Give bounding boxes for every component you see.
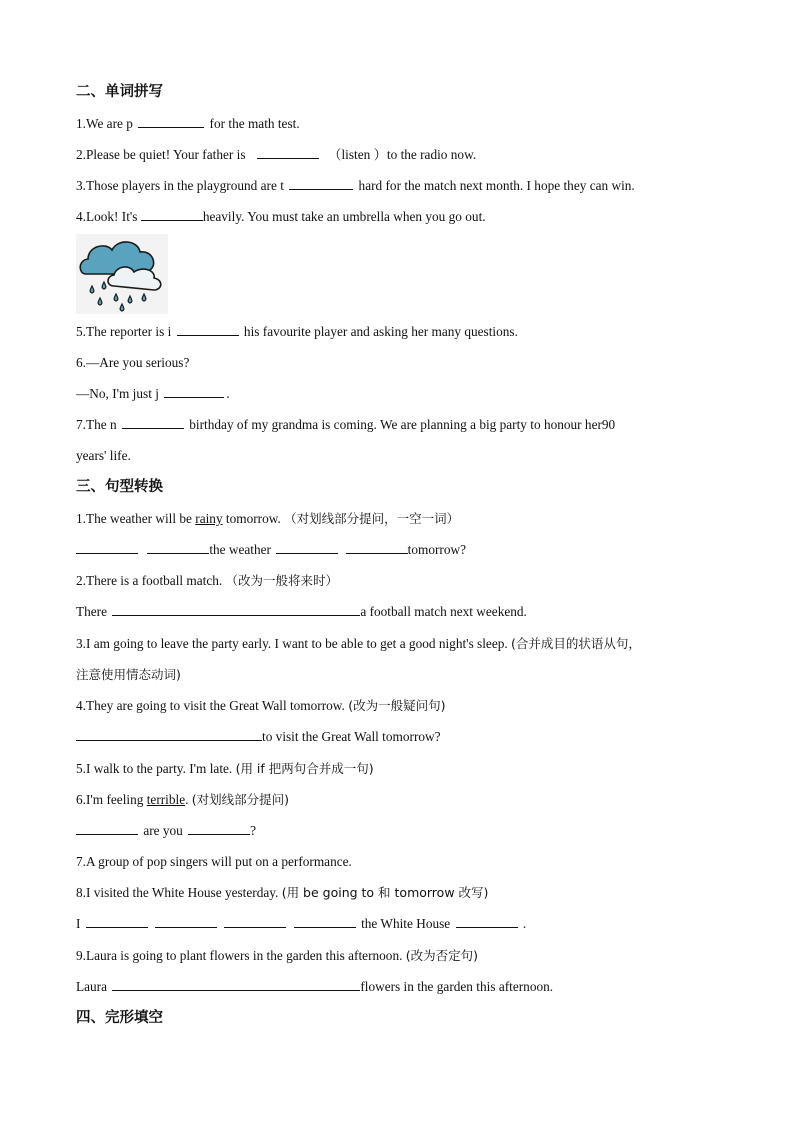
spelling-q6-answer: —No, I'm just j .: [76, 386, 230, 401]
spelling-q1: 1.We are p for the math test.: [76, 116, 300, 131]
answer-blank[interactable]: [86, 915, 148, 928]
transform-q9: 9.Laura is going to plant flowers in the garden this afternoon. (改为否定句): [76, 948, 479, 963]
answer-blank[interactable]: [257, 146, 319, 159]
answer-blank[interactable]: [141, 208, 203, 221]
answer-blank[interactable]: [147, 541, 209, 554]
answer-blank[interactable]: [76, 822, 138, 835]
answer-blank[interactable]: [224, 915, 286, 928]
answer-blank[interactable]: [112, 978, 360, 991]
transform-q7: 7.A group of pop singers will put on a performance.: [76, 854, 352, 869]
answer-blank[interactable]: [346, 541, 408, 554]
spelling-q6-question: 6.—Are you serious?: [76, 355, 190, 370]
transform-q2-answer: There a football match next weekend.: [76, 604, 527, 619]
answer-blank[interactable]: [138, 115, 204, 128]
spelling-q2: 2.Please be quiet! Your father is （listen ）to the radio now.: [76, 147, 477, 162]
spelling-q5: 5.The reporter is i his favourite player and asking her many questions.: [76, 324, 518, 339]
section-heading-cloze: 四、完形填空: [76, 1010, 163, 1026]
transform-q1-answer: the weather tomorrow?: [76, 541, 734, 559]
spelling-q3: 3.Those players in the playground are t hard for the match next month. I hope they can win.: [76, 178, 635, 193]
spelling-q7-cont: years' life.: [76, 448, 131, 463]
answer-blank[interactable]: [456, 915, 518, 928]
transform-q3: 3.I am going to leave the party early. I want to be able to get a good night's sleep. (合并成目的状语从句，: [76, 636, 641, 651]
transform-q9-answer: Laura flowers in the garden this afternoon.: [76, 979, 554, 994]
answer-blank[interactable]: [76, 728, 262, 741]
answer-blank[interactable]: [76, 541, 138, 554]
section-heading-transformation: 三、句型转换: [76, 479, 163, 495]
transform-q1: 1.The weather will be rainy tomorrow. （对划线部分提问，一空一词）: [76, 511, 460, 526]
transform-q5: 5.I walk to the party. I'm late. (用 if 把两句合并成一句): [76, 761, 374, 776]
transform-q4-answer: to visit the Great Wall tomorrow?: [76, 728, 734, 746]
spelling-q7: 7.The n birthday of my grandma is coming. We are planning a big party to honour her90: [76, 417, 616, 432]
rain-cloud-icon: [76, 234, 168, 314]
section-heading-spelling: 二、单词拼写: [76, 84, 163, 100]
transform-q3-cont: 注意使用情态动词): [76, 667, 181, 682]
answer-blank[interactable]: [155, 915, 217, 928]
transform-q6-answer: are you ?: [76, 822, 734, 840]
answer-blank[interactable]: [276, 541, 338, 554]
answer-blank[interactable]: [112, 603, 360, 616]
answer-blank[interactable]: [164, 385, 224, 398]
answer-blank[interactable]: [177, 323, 239, 336]
transform-q8-answer: I the White House .: [76, 916, 527, 931]
transform-q8: 8.I visited the White House yesterday. (用 be going to 和 tomorrow 改写): [76, 885, 489, 900]
answer-blank[interactable]: [188, 822, 250, 835]
answer-blank[interactable]: [122, 416, 184, 429]
transform-q4: 4.They are going to visit the Great Wall tomorrow. (改为一般疑问句): [76, 698, 446, 713]
transform-q2: 2.There is a football match. （改为一般将来时）: [76, 573, 339, 588]
spelling-q4: 4.Look! It's heavily. You must take an umbrella when you go out.: [76, 209, 486, 224]
answer-blank[interactable]: [294, 915, 356, 928]
transform-q6: 6.I'm feeling terrible. (对划线部分提问): [76, 792, 290, 807]
answer-blank[interactable]: [289, 177, 353, 190]
